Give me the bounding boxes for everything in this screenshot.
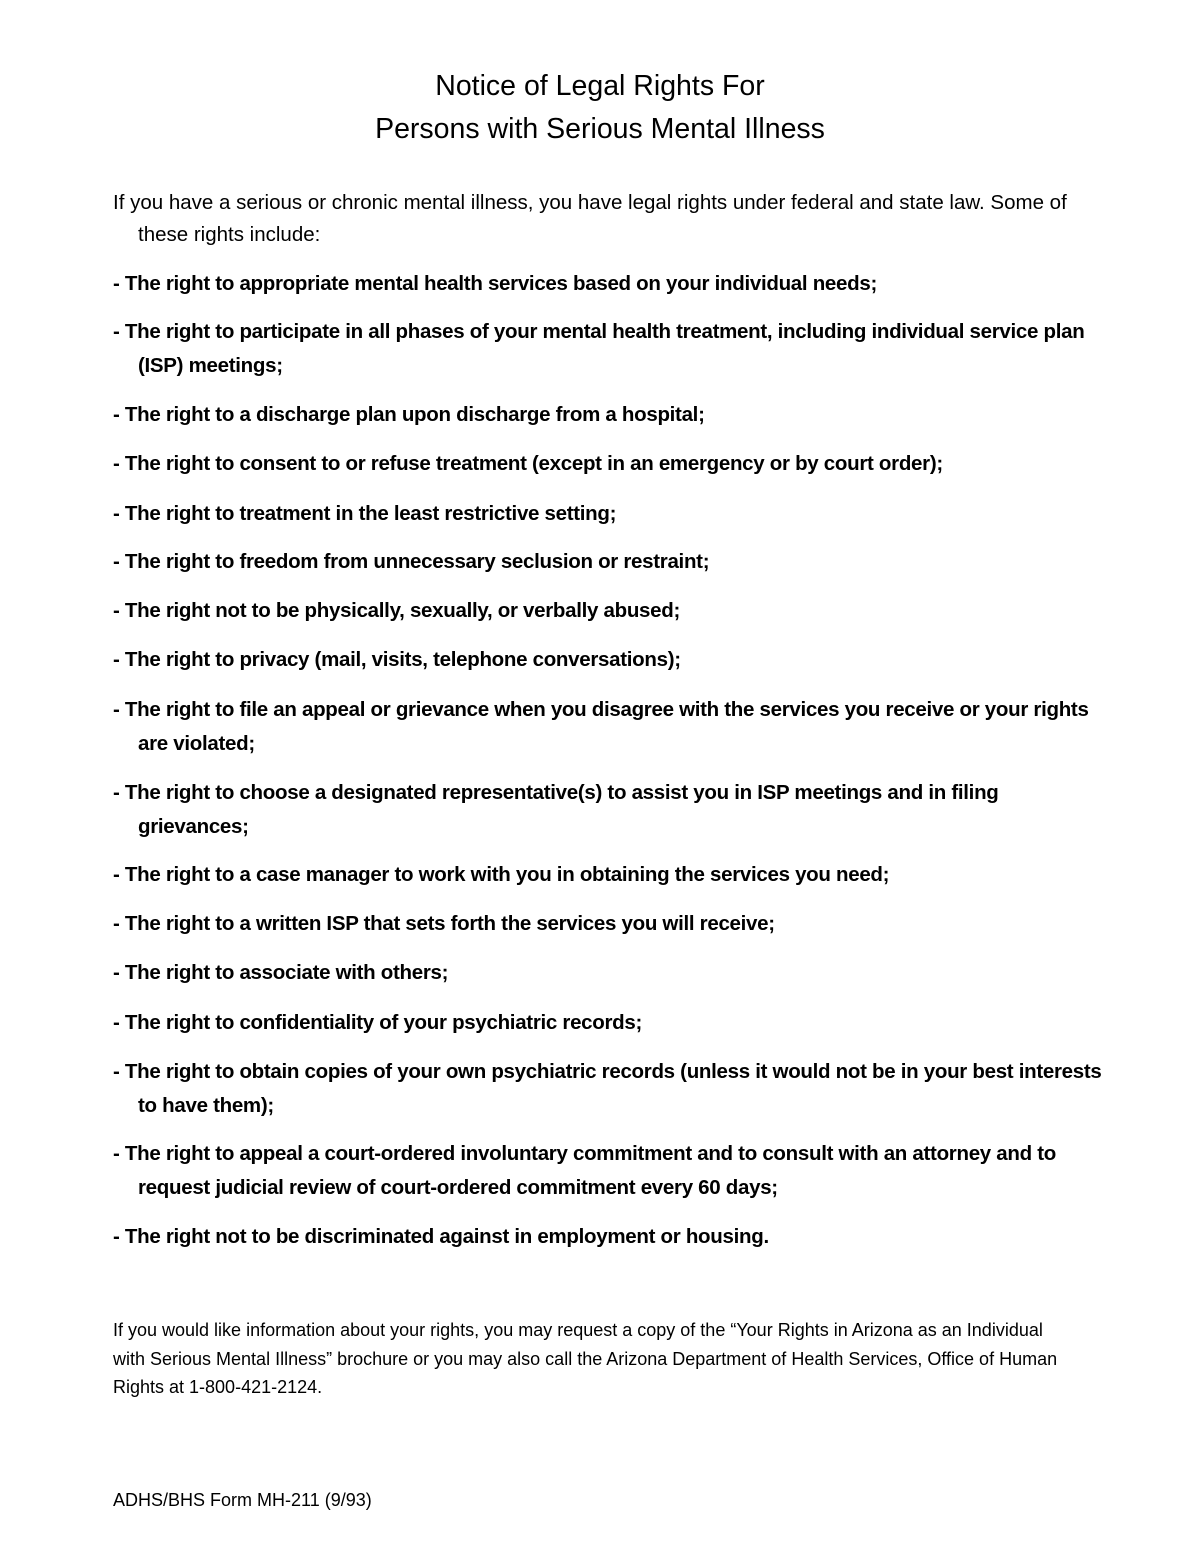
right-item-10: - The right to choose a designated representative(s) to assist you in ISP meetings and in filing grievances; <box>113 781 999 838</box>
form-number-footer: ADHS/BHS Form MH-211 (9/93) <box>113 1490 372 1510</box>
intro-paragraph: If you have a serious or chronic mental illness, you have legal rights under federal and state law. Some of these rights include: <box>113 191 1067 246</box>
right-item-9: - The right to file an appeal or grievance when you disagree with the services you receive or your rights are violated; <box>113 698 1089 755</box>
right-item-2: - The right to participate in all phases of your mental health treatment, including individual service plan (ISP) meetings; <box>113 320 1085 377</box>
page-title <box>0 65 1200 151</box>
right-item-11: - The right to a case manager to work with you in obtaining the services you need; <box>113 863 890 886</box>
closing-paragraph: If you would like information about your rights, you may request a copy of the “Your Rights in Arizona as an Individual with Serious Mental Illness” brochure or you may also call the Arizona Department of Health Services, Office of Human Rights at 1-800-421-2124. <box>113 1320 1058 1397</box>
right-item-5: - The right to treatment in the least restrictive setting; <box>113 502 617 525</box>
right-item-13: - The right to associate with others; <box>113 961 449 984</box>
right-item-1: - The right to appropriate mental health services based on your individual needs; <box>113 272 877 295</box>
right-item-15: - The right to obtain copies of your own psychiatric records (unless it would not be in your best interests to have them); <box>113 1060 1102 1117</box>
right-item-16: - The right to appeal a court-ordered involuntary commitment and to consult with an attorney and to request judicial review of court-ordered commitment every 60 days; <box>113 1142 1056 1199</box>
right-item-17: - The right not to be discriminated against in employment or housing. <box>113 1225 769 1248</box>
right-item-12: - The right to a written ISP that sets forth the services you will receive; <box>113 912 775 935</box>
right-item-4: - The right to consent to or refuse treatment (except in an emergency or by court order); <box>113 452 943 475</box>
right-item-8: - The right to privacy (mail, visits, telephone conversations); <box>113 648 681 671</box>
right-item-3: - The right to a discharge plan upon discharge from a hospital; <box>113 403 705 426</box>
right-item-7: - The right not to be physically, sexually, or verbally abused; <box>113 599 681 622</box>
right-item-6: - The right to freedom from unnecessary seclusion or restraint; <box>113 550 710 573</box>
title-line-1: Notice of Legal Rights For <box>435 70 765 103</box>
right-item-14: - The right to confidentiality of your psychiatric records; <box>113 1011 643 1034</box>
title-line-2: Persons with Serious Mental Illness <box>375 113 825 146</box>
